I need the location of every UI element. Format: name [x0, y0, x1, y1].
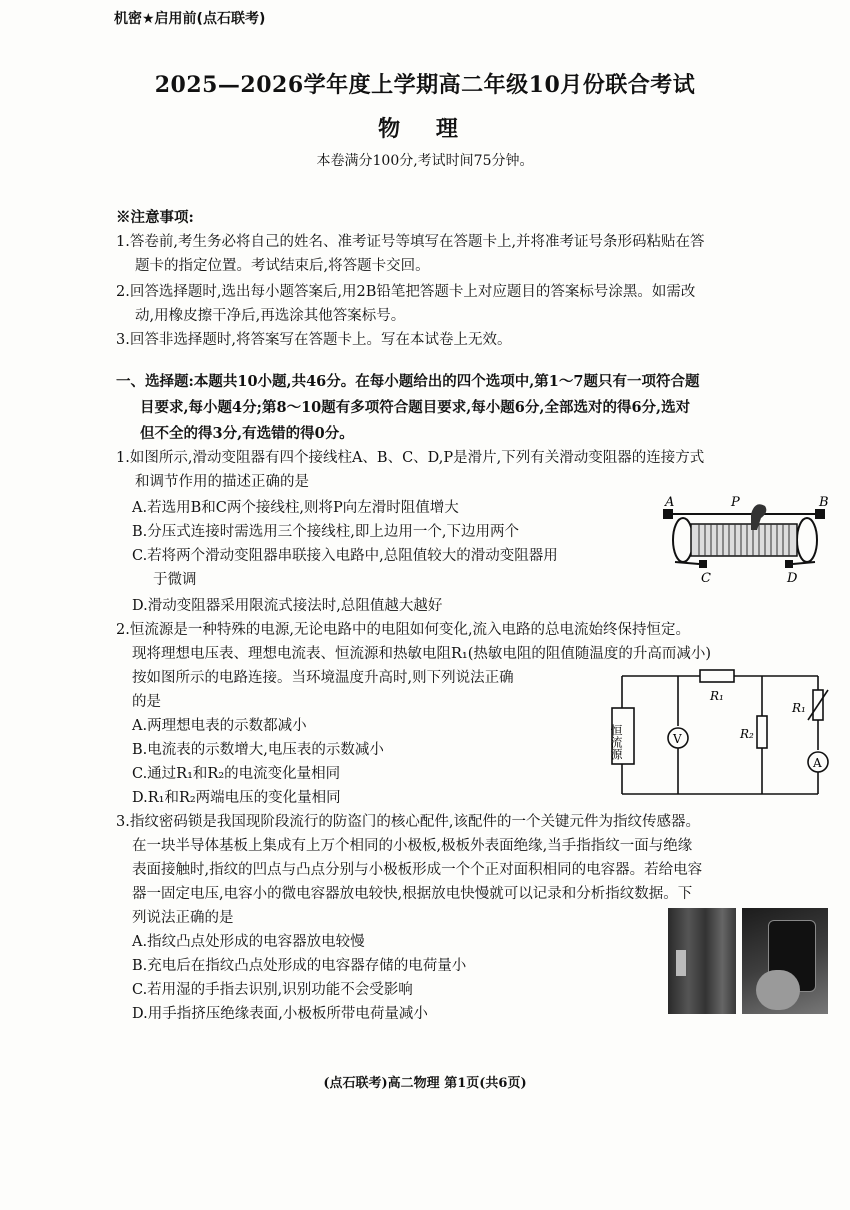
terminal-a-label: A [665, 495, 675, 510]
q2-stem: 按如图所示的电路连接。当环境温度升高时,则下列说法正确 [132, 670, 514, 686]
rheostat-figure [655, 494, 835, 584]
notice-heading: ※注意事项: [116, 209, 194, 226]
q3-option-d: D.用手指挤压绝缘表面,小极板所带电荷量减小 [132, 1006, 428, 1022]
q1-stem: 和调节作用的描述正确的是 [135, 474, 309, 490]
q2-stem: 2.恒流源是一种特殊的电源,无论电路中的电阻如何变化,流入电路的总电流始终保持恒定。 [116, 622, 691, 638]
voltmeter-label: V [673, 732, 682, 746]
exam-note: 本卷满分100分,考试时间75分钟。 [316, 153, 534, 169]
r1-top-label: R₁ [710, 689, 724, 703]
exam-title: 2025—2026学年度上学期高二年级10月份联合考试 [154, 72, 696, 98]
q1-stem: 1.如图所示,滑动变阻器有四个接线柱A、B、C、D,P是滑片,下列有关滑动变阻器的连接方式 [116, 450, 705, 466]
q2-option-d: D.R₁和R₂两端电压的变化量相同 [132, 790, 341, 806]
notice-line: 动,用橡皮擦干净后,再选涂其他答案标号。 [135, 308, 406, 324]
page-footer: (点石联考)高二物理 第1页(共6页) [323, 1076, 527, 1091]
q3-stem: 列说法正确的是 [132, 910, 234, 926]
confidential-tag: 机密★启用前(点石联考) [114, 11, 266, 27]
q1-option-b: B.分压式连接时需选用三个接线柱,即上边用一个,下边用两个 [132, 524, 519, 540]
slider-p-label: P [731, 495, 740, 510]
source-label: 恒流源 [609, 724, 623, 760]
q3-option-a: A.指纹凸点处形成的电容器放电较慢 [132, 934, 365, 950]
q2-option-b: B.电流表的示数增大,电压表的示数减小 [132, 742, 384, 758]
q3-option-c: C.若用湿的手指去识别,识别功能不会受影响 [132, 982, 413, 998]
notice-line: 3.回答非选择题时,将答案写在答题卡上。写在本试卷上无效。 [116, 332, 512, 348]
terminal-b-label: B [819, 495, 829, 510]
notice-line: 题卡的指定位置。考试结束后,将答题卡交回。 [135, 258, 430, 274]
q3-stem: 器一固定电压,电容小的微电容器放电较快,根据放电快慢就可以记录和分析指纹数据。下 [132, 886, 693, 902]
section-heading: 一、选择题:本题共10小题,共46分。在每小题给出的四个选项中,第1～7题只有一项符合题 [116, 373, 700, 390]
q2-stem: 的是 [132, 694, 161, 710]
q3-stem: 3.指纹密码锁是我国现阶段流行的防盗门的核心配件,该配件的一个关键元件为指纹传感器。 [116, 814, 700, 830]
terminal-d-label: D [787, 571, 798, 586]
door-lock-photo [668, 908, 736, 1014]
q3-option-b: B.充电后在指纹凸点处形成的电容器存储的电荷量小 [132, 958, 467, 974]
circuit-figure [610, 670, 830, 800]
q3-stem: 在一块半导体基板上集成有上万个相同的小极板,极板外表面绝缘,当手指指纹一面与绝缘 [132, 838, 693, 854]
q3-stem: 表面接触时,指纹的凹点与凸点分别与小极板形成一个个正对面积相同的电容器。若给电容 [132, 862, 703, 878]
notice-line: 1.答卷前,考生务必将自己的姓名、准考证号等填写在答题卡上,并将准考证号条形码粘贴在答 [116, 234, 705, 250]
subject-title: 物 理 [378, 116, 472, 142]
r2-label: R₂ [740, 727, 754, 741]
terminal-c-label: C [701, 571, 711, 586]
notice-line: 2.回答选择题时,选出每小题答案后,用2B铅笔把答题卡上对应题目的答案标号涂黑。如需改 [116, 284, 696, 300]
q1-option-d: D.滑动变阻器采用限流式接法时,总阻值越大越好 [132, 598, 443, 614]
q2-option-c: C.通过R₁和R₂的电流变化量相同 [132, 766, 341, 782]
fingerprint-phone-photo [742, 908, 828, 1014]
q1-option-c-cont: 于微调 [153, 572, 197, 588]
section-heading: 目要求,每小题4分;第8～10题有多项符合题目要求,每小题6分,全部选对的得6分,选对 [140, 399, 691, 416]
q2-stem: 现将理想电压表、理想电流表、恒流源和热敏电阻R₁(热敏电阻的阻值随温度的升高而减小) [132, 646, 712, 662]
q1-option-a: A.若选用B和C两个接线柱,则将P向左滑时阻值增大 [132, 500, 459, 516]
section-heading: 但不全的得3分,有选错的得0分。 [140, 425, 354, 442]
q2-option-a: A.两理想电表的示数都减小 [132, 718, 307, 734]
r1-thermistor-label: R₁ [792, 701, 806, 715]
ammeter-label: A [813, 756, 822, 770]
q1-option-c: C.若将两个滑动变阻器串联接入电路中,总阻值较大的滑动变阻器用 [132, 548, 558, 564]
